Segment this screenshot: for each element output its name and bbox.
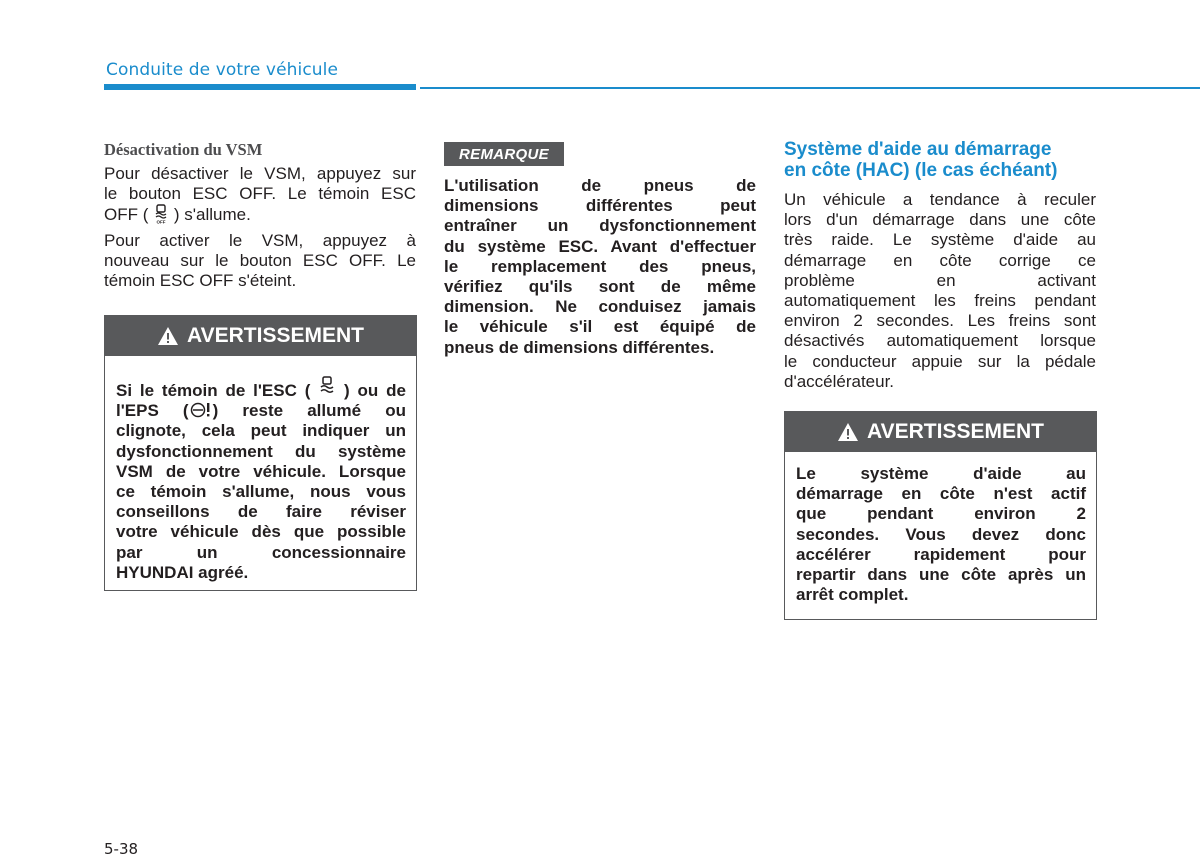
section-title: Conduite de votre véhicule [106,60,339,80]
text-line: pneus de dimensions différentes. [444,337,715,357]
text-line: OFF ( OFF ) s'allume. [104,205,251,225]
text-line: vérifiez qu'ils sont de même [444,277,756,297]
text-line: arrêt complet. [796,585,909,605]
remark-text [444,176,756,358]
vsm-warning-box [104,315,417,591]
esc-off-icon [153,204,169,224]
text-line: repartir dans une côte après un [796,565,1086,585]
text-line: d'accélérateur. [784,371,895,391]
warning-header [105,316,416,356]
esc-icon [318,376,336,398]
text-line: VSM de votre véhicule. Lorsque [116,461,406,481]
text-line: le remplacement des pneus, [444,256,756,276]
text-line: du système ESC. Avant d'effectuer [444,236,756,256]
text-line: dysfonctionnement du système [116,441,406,461]
text-line: clignote, cela peut indiquer un [116,421,406,441]
header-rule-thick [104,84,416,90]
text-line: automatiquement les freins pendant [784,291,1096,311]
vsm-deactivation-heading: Désactivation du VSM [104,140,263,159]
warning-text [116,376,406,583]
text-line: Un véhicule a tendance à reculer [784,190,1096,209]
text-line: très raide. Le système d'aide au [784,230,1096,250]
eps-icon [189,401,213,419]
hac-warning-box [784,411,1097,620]
vsm-deactivate-paragraph [104,164,416,226]
text-line: problème en activant [784,270,1096,290]
text-line: Le système d'aide au [796,464,1086,483]
title-line: en côte (HAC) (le cas échéant) [784,159,1058,181]
text-line: L'utilisation de pneus de [444,176,756,195]
title-line: Système d'aide au démarrage [784,139,1052,160]
text-line: secondes. Vous devez donc [796,524,1086,544]
text-line: Pour désactiver le VSM, appuyez sur [104,164,416,183]
text-line: HYUNDAI agréé. [116,562,249,582]
text-line: le véhicule s'il est équipé de [444,317,756,337]
warning-text [796,464,1086,605]
text-line: par un concessionnaire [116,542,406,562]
text-line: entraîner un dysfonctionnement [444,216,756,236]
remark-badge: REMARQUE [444,142,564,166]
text-line: conseillons de faire réviser [116,502,406,522]
text-line: démarrage en côte corrige ce [784,250,1096,270]
warning-triangle-icon [157,326,179,346]
hac-description [784,190,1096,392]
text-line: que pendant environ 2 [796,504,1086,524]
text-line: Pour activer le VSM, appuyez à [104,231,416,250]
header-rule-thin [420,87,1200,89]
text-line: environ 2 secondes. Les freins sont [784,311,1096,331]
text-line: le conducteur appuie sur la pédale [784,351,1096,371]
text-line: Si le témoin de l'ESC ( ) ou de [116,376,406,401]
svg-text:OFF: OFF [156,219,166,225]
page-number: 5-38 [104,840,139,858]
warning-triangle-icon [837,422,859,442]
warning-title: AVERTISSEMENT [867,420,1044,443]
text-line: témoin ESC OFF s'éteint. [104,271,297,291]
text-line: ce témoin s'allume, nous vous [116,482,406,502]
text-line: lors d'un démarrage dans une côte [784,210,1096,230]
text-line: nouveau sur le bouton ESC OFF. Le [104,251,416,271]
text-line: dimension. Ne conduisez jamais [444,297,756,317]
text-line: dimensions différentes peut [444,196,756,216]
vsm-activate-paragraph [104,231,416,292]
warning-header [785,412,1096,452]
text-line: l'EPS ( ) reste allumé ou [116,401,406,421]
text-line: démarrage en côte n'est actif [796,484,1086,504]
text-line: le bouton ESC OFF. Le témoin ESC [104,184,416,204]
text-line: votre véhicule dès que possible [116,522,406,542]
warning-title: AVERTISSEMENT [187,324,364,347]
hac-section-title [784,140,1104,181]
text-line: accélérer rapidement pour [796,544,1086,564]
text-line: désactivés automatiquement lorsque [784,331,1096,351]
